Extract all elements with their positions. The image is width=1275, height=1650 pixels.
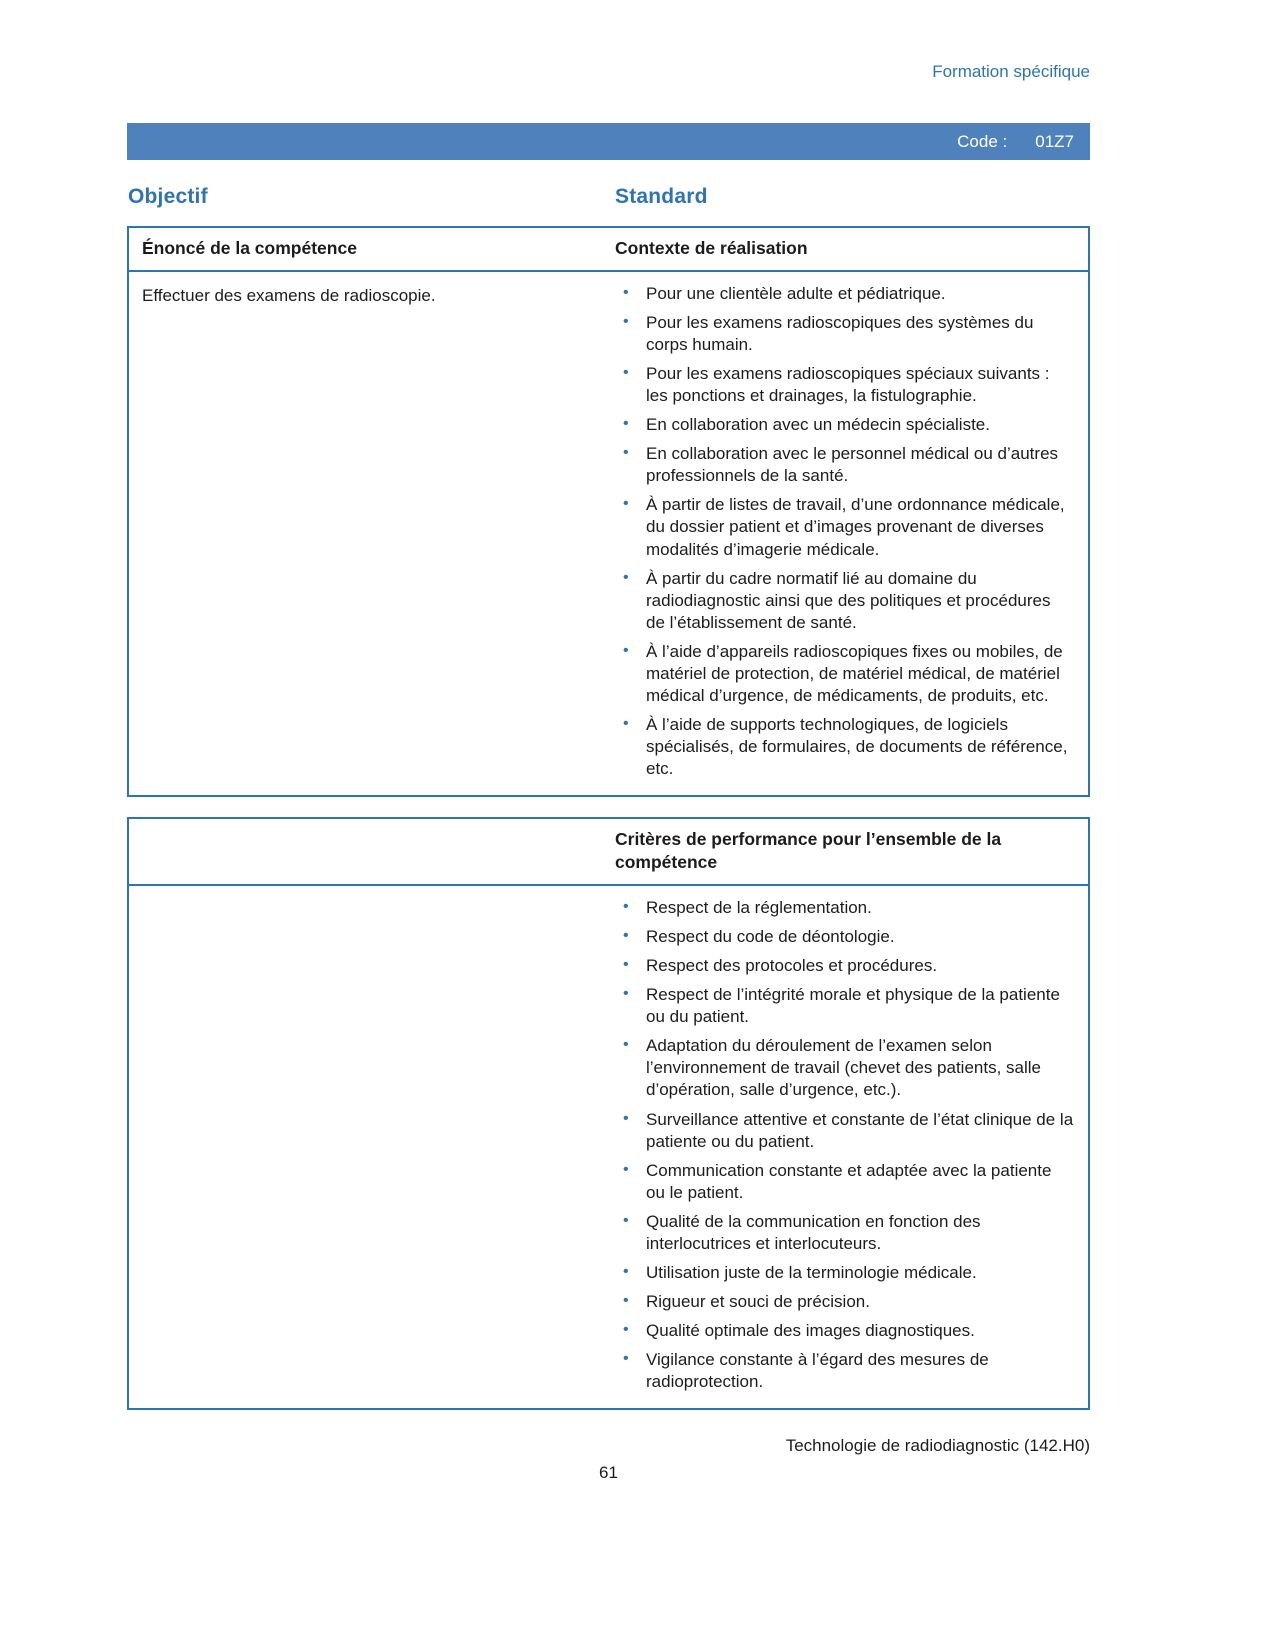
bullet-item — [615, 494, 1076, 560]
contexte-bullet-list — [615, 283, 1076, 781]
bullet-icon: • — [623, 1350, 629, 1368]
bullet-text: À l’aide d’appareils radioscopiques fixes ou mobiles, de matériel de protection, de matériel médical, de matériel médical d’urgence, de médicaments, de produits, etc. — [646, 641, 1063, 706]
criteres-performance-cell — [615, 886, 1088, 1408]
bullet-text: Respect de la réglementation. — [646, 897, 872, 917]
bullet-icon: • — [623, 568, 629, 586]
bullet-text: Respect des protocoles et procédures. — [646, 955, 938, 975]
code-value: 01Z7 — [1035, 131, 1074, 151]
bullet-text: Pour les examens radioscopiques des systèmes du corps humain. — [646, 312, 1034, 354]
bullet-icon: • — [623, 985, 629, 1003]
criteres-performance-header: Critères de performance pour l’ensemble de la compétence — [615, 828, 1002, 873]
bullet-item — [615, 641, 1076, 707]
bullet-item — [615, 926, 1076, 948]
bullet-icon: • — [623, 715, 629, 733]
contexte-realisation-header: Contexte de réalisation — [615, 238, 808, 258]
bullet-item — [615, 1320, 1076, 1342]
criteres-empty-header-cell — [129, 819, 615, 884]
competence-table — [127, 226, 1090, 797]
criteres-empty-body-cell — [129, 886, 615, 1408]
bullet-item — [615, 363, 1076, 407]
bullet-icon: • — [623, 1292, 629, 1310]
bullet-icon: • — [623, 444, 629, 462]
competence-table-body-row — [129, 272, 1088, 795]
bullet-item — [615, 568, 1076, 634]
bullet-item — [615, 984, 1076, 1028]
bullet-text: Vigilance constante à l’égard des mesures de radioprotection. — [646, 1350, 989, 1392]
code-bar — [127, 123, 1090, 160]
bullet-text: À l’aide de supports technologiques, de logiciels spécialisés, de formulaires, de documents de référence, etc. — [646, 715, 1068, 779]
bullet-item — [615, 1349, 1076, 1393]
bullet-text: Communication constante et adaptée avec la patiente ou le patient. — [646, 1160, 1052, 1202]
bullet-text: Surveillance attentive et constante de l’état clinique de la patiente ou du patient. — [646, 1109, 1074, 1151]
bullet-icon: • — [623, 1211, 629, 1229]
bullet-text: Adaptation du déroulement de l’examen selon l’environnement de travail (chevet des patients, salle d’opération, salle d’urgence, etc.). — [646, 1036, 1041, 1100]
bullet-icon: • — [623, 312, 629, 330]
objectif-heading: Objectif — [128, 185, 208, 208]
bullet-icon: • — [623, 283, 629, 301]
bullet-text: À partir de listes de travail, d’une ordonnance médicale, du dossier patient et d’images provenant de diverses modalités d’imagerie médicale. — [646, 495, 1065, 559]
bullet-text: Respect du code de déontologie. — [646, 926, 895, 946]
bullet-item — [615, 1035, 1076, 1101]
bullet-text: Rigueur et souci de précision. — [646, 1292, 870, 1312]
footer-program-title: Technologie de radiodiagnostic (142.H0) — [785, 1435, 1090, 1455]
competence-table-header-row — [129, 228, 1088, 272]
bullet-text: Qualité optimale des images diagnostiques. — [646, 1321, 975, 1341]
criteres-bullet-list — [615, 897, 1076, 1394]
bullet-item — [615, 443, 1076, 487]
bullet-item — [615, 1211, 1076, 1255]
bullet-text: En collaboration avec le personnel médical ou d’autres professionnels de la santé. — [646, 444, 1059, 486]
bullet-item — [615, 897, 1076, 919]
bullet-text: À partir du cadre normatif lié au domaine du radiodiagnostic ainsi que des politiques et procédures de l’établissement de santé. — [646, 568, 1051, 632]
bullet-icon: • — [623, 363, 629, 381]
criteres-table-body-row — [129, 886, 1088, 1408]
bullet-item — [615, 955, 1076, 977]
bullet-item — [615, 1262, 1076, 1284]
enonce-competence-header: Énoncé de la compétence — [142, 238, 357, 258]
bullet-icon: • — [623, 897, 629, 915]
bullet-item — [615, 1291, 1076, 1313]
bullet-item — [615, 714, 1076, 780]
bullet-icon: • — [623, 1263, 629, 1281]
bullet-icon: • — [623, 955, 629, 973]
bullet-item — [615, 414, 1076, 436]
criteres-table-header-row — [129, 819, 1088, 886]
bullet-icon: • — [623, 641, 629, 659]
column-headings — [127, 185, 1090, 209]
contexte-realisation-cell — [615, 272, 1088, 795]
bullet-text: En collaboration avec un médecin spécialiste. — [646, 415, 990, 435]
bullet-icon: • — [623, 1036, 629, 1054]
bullet-item — [615, 283, 1076, 305]
bullet-icon: • — [623, 926, 629, 944]
bullet-text: Utilisation juste de la terminologie médicale. — [646, 1263, 977, 1283]
bullet-item — [615, 1160, 1076, 1204]
bullet-icon: • — [623, 1321, 629, 1339]
bullet-text: Respect de l’intégrité morale et physique de la patiente ou du patient. — [646, 985, 1060, 1027]
bullet-icon: • — [623, 415, 629, 433]
document-page — [127, 0, 1090, 1483]
code-label: Code : — [957, 131, 1008, 151]
standard-heading: Standard — [615, 185, 708, 208]
section-label: Formation spécifique — [932, 62, 1090, 81]
bullet-icon: • — [623, 495, 629, 513]
page-number: 61 — [599, 1462, 618, 1482]
bullet-text: Pour les examens radioscopiques spéciaux suivants : les ponctions et drainages, la fistulographie. — [646, 363, 1050, 405]
bullet-text: Pour une clientèle adulte et pédiatrique. — [646, 283, 946, 303]
bullet-icon: • — [623, 1109, 629, 1127]
enonce-competence-text: Effectuer des examens de radioscopie. — [142, 285, 436, 305]
bullet-text: Qualité de la communication en fonction des interlocutrices et interlocuteurs. — [646, 1211, 981, 1253]
bullet-item — [615, 1109, 1076, 1153]
bullet-icon: • — [623, 1160, 629, 1178]
criteres-table — [127, 817, 1090, 1410]
bullet-item — [615, 312, 1076, 356]
